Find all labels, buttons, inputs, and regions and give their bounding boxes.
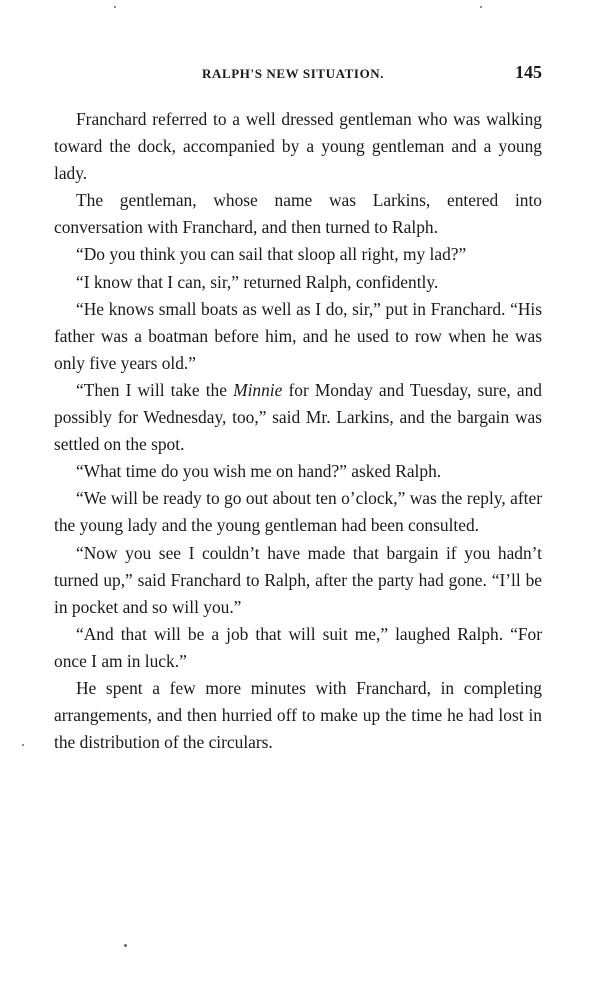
paragraph: “I know that I can, sir,” returned Ralph, confidently. bbox=[76, 271, 439, 292]
paragraph: “We will be ready to go out about ten o’clock,” was the reply, after the young lady and the young gentleman had been consulted. bbox=[54, 488, 542, 536]
paragraph: The gentleman, whose name was Larkins, entered into conversation with Franchard, and then turned to Ralph. bbox=[54, 190, 542, 238]
scan-speck bbox=[114, 6, 116, 8]
running-head: RALPH'S NEW SITUATION. bbox=[202, 66, 385, 81]
boat-name: Minnie bbox=[233, 379, 283, 400]
paragraph-text: for Monday and Tuesday, sure, and possibly for Wednesday, too,” said Mr. Larkins, and the bargain was settled on the spot. bbox=[54, 379, 543, 455]
scan-speck bbox=[22, 744, 24, 746]
page-header bbox=[54, 62, 542, 86]
paragraph: “He knows small boats as well as I do, sir,” put in Franchard. “His father was a boatman before him, and he used to row when he was only five years old.” bbox=[54, 298, 542, 373]
paragraph bbox=[54, 377, 542, 458]
paragraph: “And that will be a job that will suit me,” laughed Ralph. “For once I am in luck.” bbox=[54, 623, 542, 671]
page-number: 145 bbox=[515, 62, 542, 82]
paragraph: He spent a few more minutes with Franchard, in completing arrangements, and then hurried off to make up the time he had lost in the distribution of the circulars. bbox=[54, 677, 542, 753]
paragraph: “Do you think you can sail that sloop all right, my lad?” bbox=[76, 244, 467, 265]
scan-speck bbox=[124, 944, 127, 947]
scan-speck bbox=[480, 6, 482, 8]
paragraph: “Now you see I couldn’t have made that bargain if you hadn’t turned up,” said Franchard to Ralph, after the party had gone. “I’ll be in pocket and so will you.” bbox=[54, 542, 542, 617]
paragraph: “What time do you wish me on hand?” asked Ralph. bbox=[76, 461, 442, 482]
paragraph: Franchard referred to a well dressed gentleman who was walking toward the dock, accompanied by a young gentleman and a young lady. bbox=[54, 109, 542, 184]
body-text bbox=[54, 106, 542, 756]
paragraph-text: “Then I will take the bbox=[76, 379, 234, 400]
